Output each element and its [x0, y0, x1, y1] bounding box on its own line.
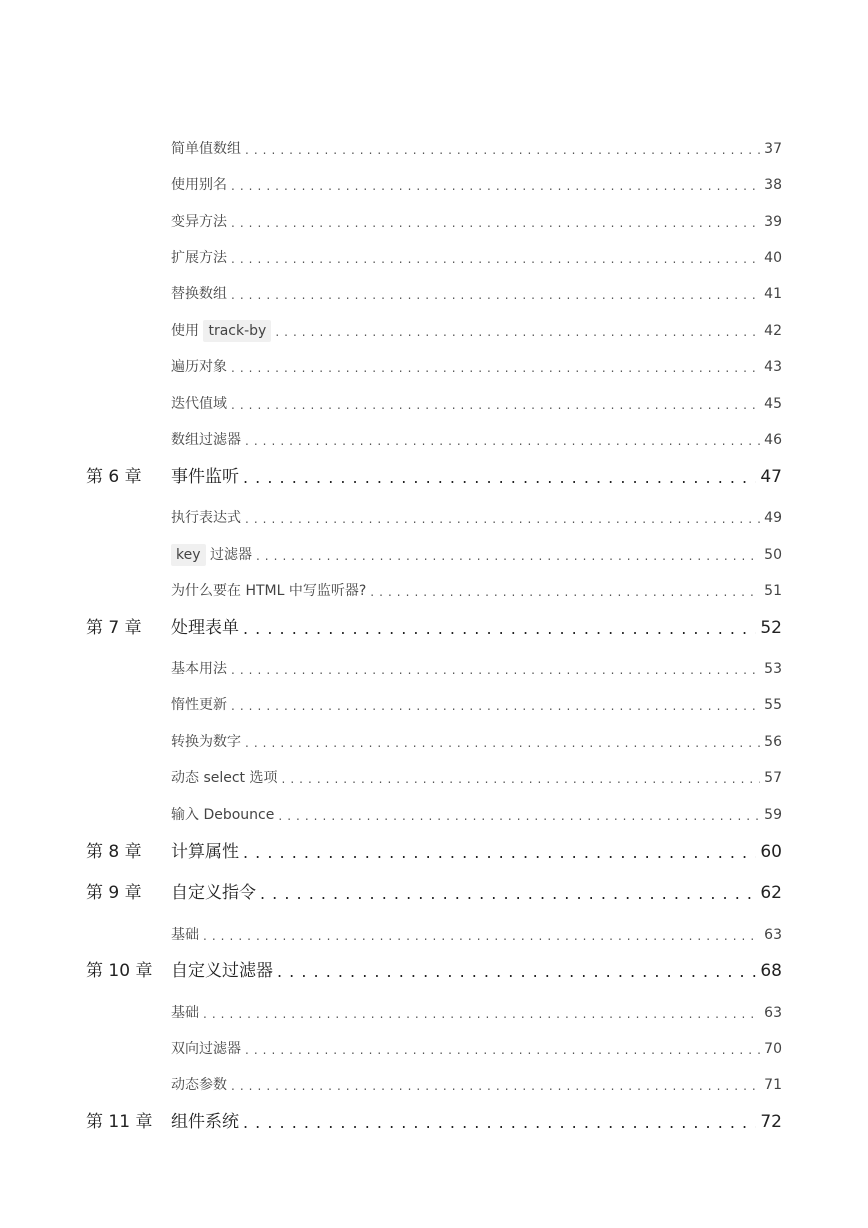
- dot-leader: [370, 586, 760, 598]
- toc-chapter-row[interactable]: [0, 882, 868, 902]
- entry-title: [171, 808, 274, 822]
- entry-title-text: 使用: [171, 323, 199, 339]
- toc-entry[interactable]: [171, 1006, 782, 1020]
- toc-entry[interactable]: [171, 735, 782, 749]
- dot-leader: [203, 930, 760, 942]
- toc-section-row[interactable]: [0, 578, 868, 598]
- entry-title-text: 变异方法: [171, 214, 227, 230]
- page-number: 63: [764, 927, 782, 943]
- inline-code: track-by: [203, 320, 271, 342]
- toc-chapter-row[interactable]: [0, 617, 868, 637]
- toc-entry[interactable]: [171, 844, 782, 861]
- page-number: 57: [764, 770, 782, 786]
- dot-leader: [245, 513, 760, 525]
- entry-title-text: 简单值数组: [171, 141, 241, 157]
- page-number: 62: [760, 883, 782, 903]
- toc-entry[interactable]: [171, 662, 782, 676]
- toc-entry[interactable]: [171, 433, 782, 447]
- entry-title: [171, 620, 239, 637]
- entry-title-text: 基本用法: [171, 661, 227, 677]
- dot-leader: [231, 1080, 760, 1092]
- toc-entry[interactable]: [171, 1042, 782, 1056]
- toc-entry[interactable]: [171, 215, 782, 229]
- entry-title: [171, 928, 199, 942]
- entry-title: [171, 735, 241, 749]
- page-number: 49: [764, 510, 782, 526]
- entry-title-text: 为什么要在 HTML 中写监听器?: [171, 583, 367, 599]
- dot-leader: [245, 144, 760, 156]
- entry-title: [171, 287, 227, 301]
- dot-leader: [243, 1115, 756, 1131]
- toc-section-row[interactable]: [0, 802, 868, 822]
- dot-leader: [231, 217, 760, 229]
- toc-section-row[interactable]: [0, 656, 868, 676]
- toc-entry[interactable]: [171, 360, 782, 374]
- entry-title: [171, 1114, 239, 1131]
- entry-title-text: 替换数组: [171, 286, 227, 302]
- toc-entry[interactable]: [171, 771, 782, 785]
- toc-entry[interactable]: [171, 548, 782, 562]
- toc-chapter-row[interactable]: [0, 466, 868, 486]
- entry-title: [171, 844, 239, 861]
- page-number: 47: [760, 467, 782, 487]
- entry-title: [171, 1006, 199, 1020]
- entry-title: [171, 360, 227, 374]
- dot-leader: [231, 362, 760, 374]
- entry-title-text: 数组过滤器: [171, 432, 241, 448]
- chapter-number: 第 10 章: [86, 961, 153, 981]
- toc-chapter-row[interactable]: [0, 1111, 868, 1131]
- entry-title-text: 执行表达式: [171, 510, 241, 526]
- toc-section-row[interactable]: [0, 427, 868, 447]
- page-number: 40: [764, 250, 782, 266]
- dot-leader: [278, 810, 760, 822]
- entry-title-text: 使用别名: [171, 177, 227, 193]
- dot-leader: [231, 180, 760, 192]
- entry-title-text: 迭代值域: [171, 396, 227, 412]
- entry-title-text: 遍历对象: [171, 359, 227, 375]
- entry-title-text: 自定义过滤器: [171, 961, 273, 981]
- page-number: 50: [764, 547, 782, 563]
- entry-title-text: 组件系统: [171, 1112, 239, 1132]
- entry-title: [171, 511, 241, 525]
- toc-entry[interactable]: [171, 1114, 782, 1131]
- toc-entry[interactable]: [171, 511, 782, 525]
- inline-code: key: [171, 544, 206, 566]
- dot-leader: [231, 253, 760, 265]
- dot-leader: [245, 435, 760, 447]
- toc-section-row[interactable]: [0, 922, 868, 942]
- dot-leader: [243, 470, 756, 486]
- toc-section-row[interactable]: [0, 318, 868, 338]
- page-number: 56: [764, 734, 782, 750]
- toc-section-row[interactable]: [0, 692, 868, 712]
- toc-entry[interactable]: [171, 469, 782, 486]
- entry-title-text: 双向过滤器: [171, 1041, 241, 1057]
- entry-title-text: 转换为数字: [171, 734, 241, 750]
- entry-title: [171, 469, 239, 486]
- page-number: 53: [764, 661, 782, 677]
- entry-title-text: 处理表单: [171, 618, 239, 638]
- dot-leader: [260, 886, 756, 902]
- toc-entry[interactable]: [171, 397, 782, 411]
- chapter-number: 第 9 章: [86, 883, 142, 903]
- chapter-number: 第 8 章: [86, 842, 142, 862]
- toc-section-row[interactable]: [0, 391, 868, 411]
- toc-section-row[interactable]: [0, 172, 868, 192]
- toc-entry[interactable]: [171, 287, 782, 301]
- toc-chapter-row[interactable]: [0, 960, 868, 980]
- toc-section-row[interactable]: [0, 765, 868, 785]
- page-number: 52: [760, 618, 782, 638]
- dot-leader: [231, 399, 760, 411]
- entry-title-text: 计算属性: [171, 842, 239, 862]
- toc-entry[interactable]: [171, 620, 782, 637]
- page-number: 51: [764, 583, 782, 599]
- toc-section-row[interactable]: [0, 209, 868, 229]
- page-number: 39: [764, 214, 782, 230]
- page-number: 45: [764, 396, 782, 412]
- toc-section-row[interactable]: [0, 1072, 868, 1092]
- toc-section-row[interactable]: [0, 505, 868, 525]
- toc-section-row[interactable]: [0, 281, 868, 301]
- chapter-number: 第 7 章: [86, 618, 142, 638]
- page-number: 60: [760, 842, 782, 862]
- dot-leader: [203, 1008, 760, 1020]
- entry-title: [171, 1078, 227, 1092]
- page-number: 70: [764, 1041, 782, 1057]
- entry-title-text: 事件监听: [171, 467, 239, 487]
- dot-leader: [243, 621, 756, 637]
- page-number: 37: [764, 141, 782, 157]
- toc-entry[interactable]: [171, 808, 782, 822]
- page-number: 46: [764, 432, 782, 448]
- toc-section-row[interactable]: [0, 729, 868, 749]
- toc-entry[interactable]: [171, 142, 782, 156]
- toc-section-row[interactable]: [0, 245, 868, 265]
- toc-entry[interactable]: [171, 963, 782, 980]
- toc-entry[interactable]: [171, 251, 782, 265]
- toc-section-row[interactable]: [0, 354, 868, 374]
- entry-title: [171, 433, 241, 447]
- dot-leader: [275, 326, 760, 338]
- page-number: 55: [764, 697, 782, 713]
- toc-entry[interactable]: [171, 1078, 782, 1092]
- entry-title-text: 输入 Debounce: [171, 807, 275, 823]
- toc-entry[interactable]: [171, 928, 782, 942]
- dot-leader: [245, 1044, 760, 1056]
- page-number: 63: [764, 1005, 782, 1021]
- dot-leader: [231, 664, 760, 676]
- entry-title: [171, 698, 227, 712]
- dot-leader: [277, 964, 756, 980]
- entry-title-text: 动态 select 选项: [171, 770, 278, 786]
- entry-title: [171, 1042, 241, 1056]
- entry-title: [171, 548, 252, 562]
- entry-title: [171, 251, 227, 265]
- toc-section-row[interactable]: [0, 136, 868, 156]
- dot-leader: [231, 700, 760, 712]
- page-number: 41: [764, 286, 782, 302]
- page-number: 59: [764, 807, 782, 823]
- entry-title-text: 惰性更新: [171, 697, 227, 713]
- entry-title: [171, 963, 273, 980]
- entry-title: [171, 397, 227, 411]
- entry-title: [171, 771, 278, 785]
- entry-title: [171, 215, 227, 229]
- page-number: 72: [760, 1112, 782, 1132]
- entry-title-text: 扩展方法: [171, 250, 227, 266]
- toc-section-row[interactable]: [0, 1036, 868, 1056]
- toc-entry[interactable]: [171, 698, 782, 712]
- dot-leader: [231, 289, 760, 301]
- entry-title: [171, 885, 256, 902]
- dot-leader: [245, 737, 760, 749]
- toc-entry[interactable]: [171, 885, 782, 902]
- page-number: 71: [764, 1077, 782, 1093]
- entry-title-text: 动态参数: [171, 1077, 227, 1093]
- toc-entry[interactable]: [171, 178, 782, 192]
- page-number: 68: [760, 961, 782, 981]
- toc-entry[interactable]: [171, 324, 782, 338]
- entry-title: [171, 584, 366, 598]
- toc-entry[interactable]: [171, 584, 782, 598]
- page-number: 43: [764, 359, 782, 375]
- toc-chapter-row[interactable]: [0, 841, 868, 861]
- entry-title-text: 自定义指令: [171, 883, 256, 903]
- entry-title: [171, 178, 227, 192]
- toc-section-row[interactable]: [0, 542, 868, 562]
- entry-title: [171, 324, 271, 338]
- chapter-number: 第 6 章: [86, 467, 142, 487]
- page-number: 42: [764, 323, 782, 339]
- dot-leader: [243, 845, 756, 861]
- entry-title-text: 基础: [171, 927, 199, 943]
- chapter-number: 第 11 章: [86, 1112, 153, 1132]
- entry-title: [171, 142, 241, 156]
- page-number: 38: [764, 177, 782, 193]
- toc-section-row[interactable]: [0, 1000, 868, 1020]
- dot-leader: [256, 550, 760, 562]
- dot-leader: [282, 773, 761, 785]
- entry-title-text: 过滤器: [209, 547, 252, 563]
- entry-title: [171, 662, 227, 676]
- entry-title-text: 基础: [171, 1005, 199, 1021]
